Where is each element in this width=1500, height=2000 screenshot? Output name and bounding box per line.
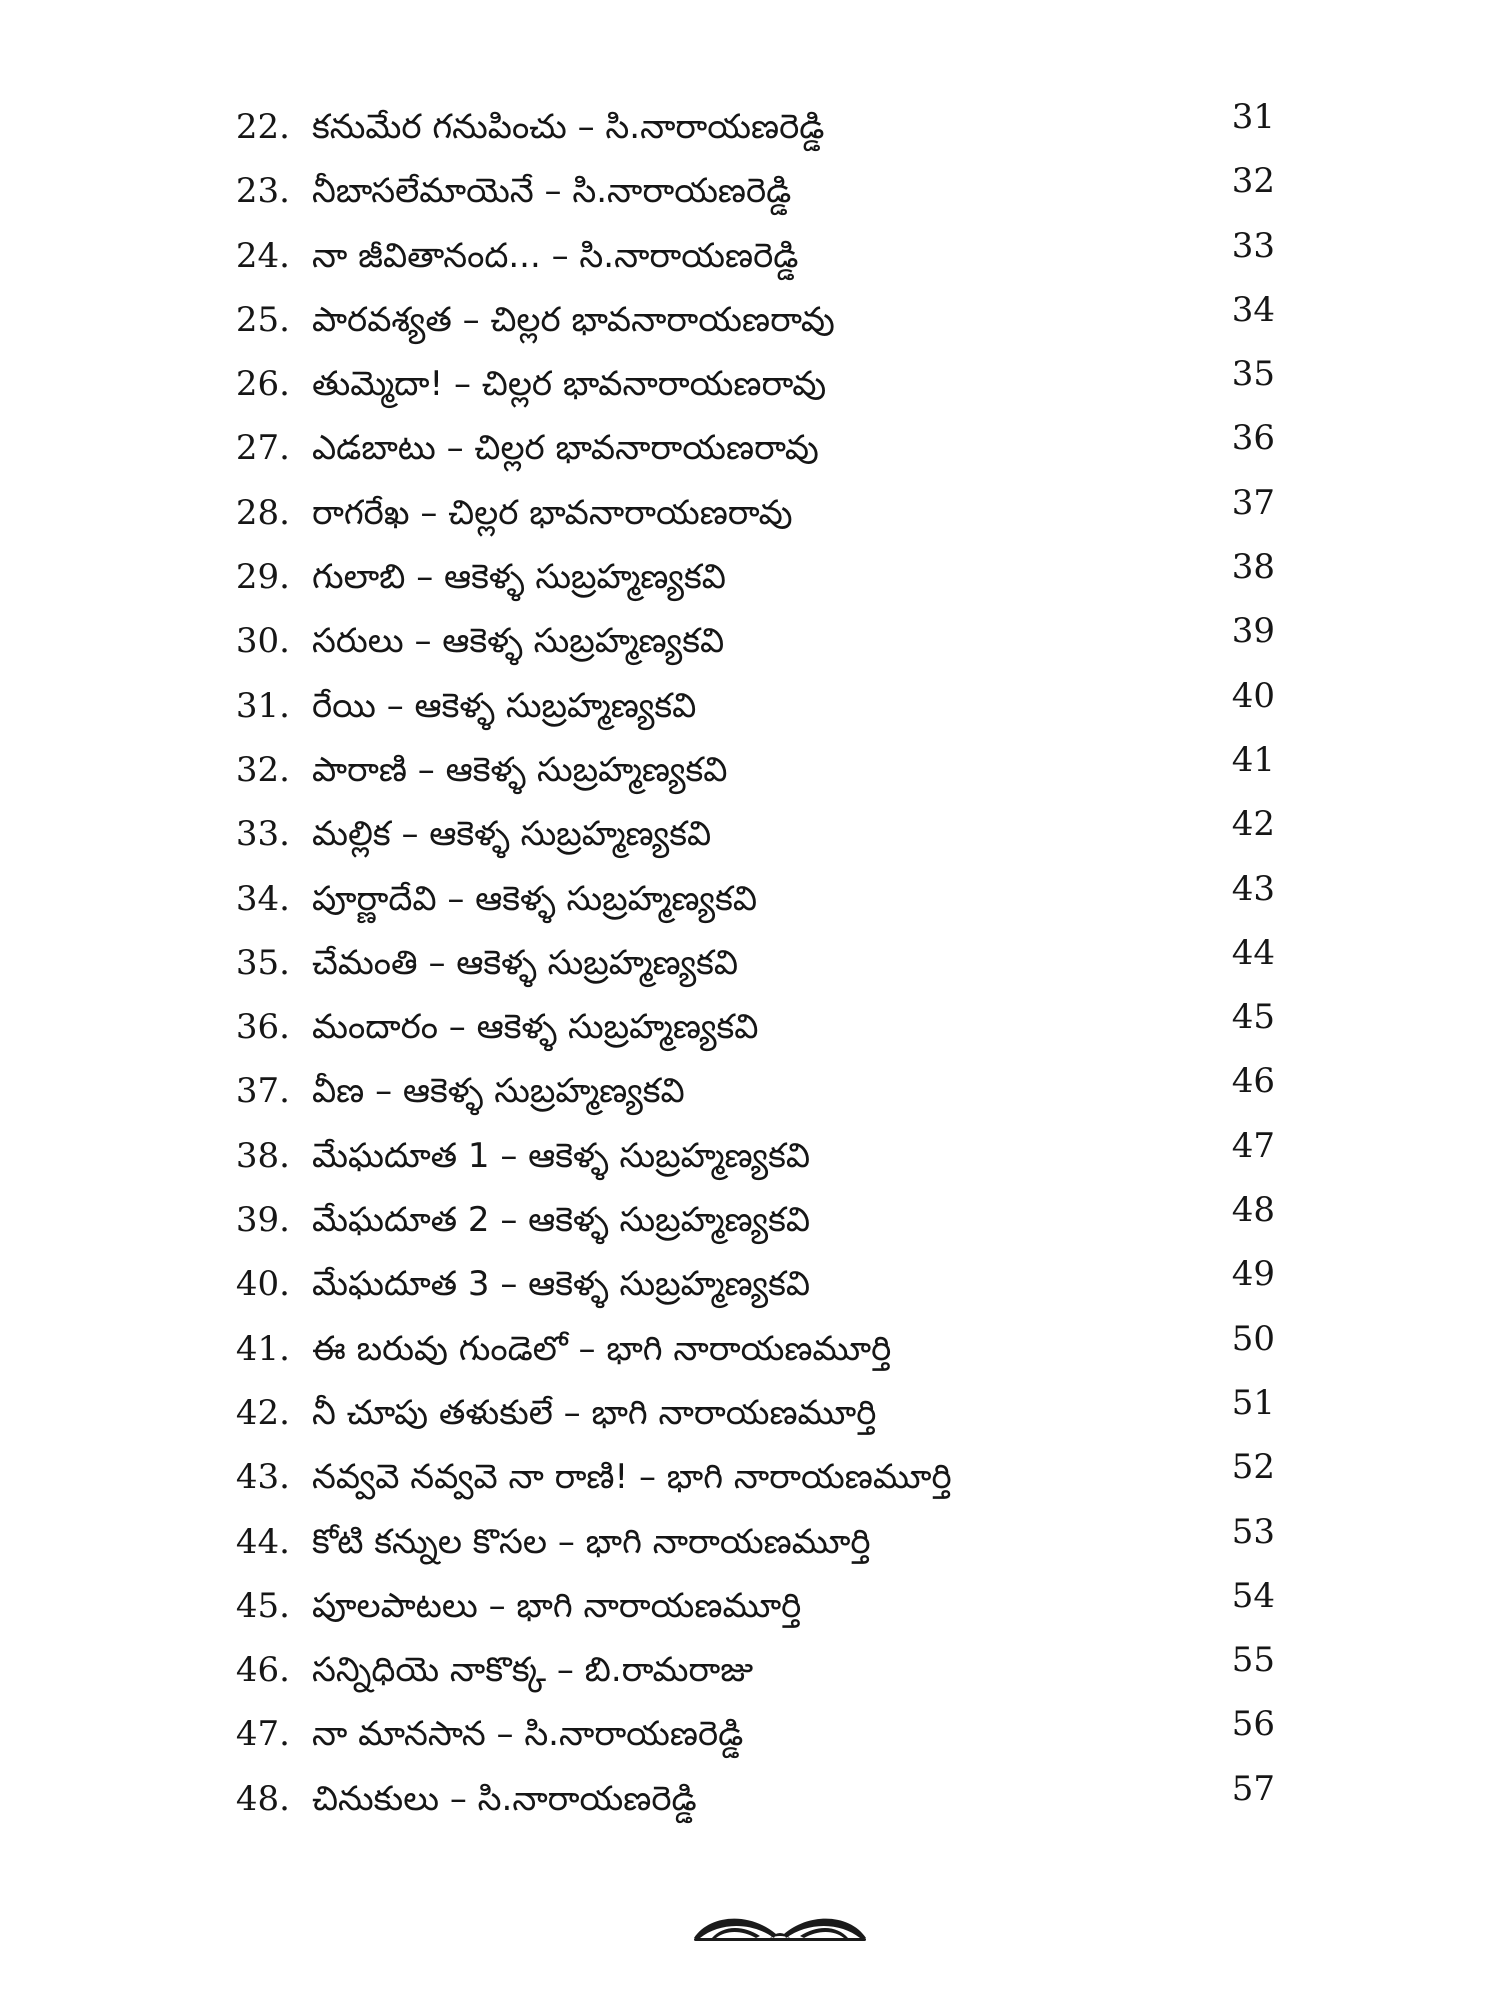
- toc-entry-title: పారవశ్యత – చిల్లర భావనారాయణరావు: [312, 299, 835, 340]
- toc-entry-page-number: 53: [1231, 1511, 1275, 1552]
- toc-entry-page-number: 48: [1231, 1190, 1275, 1231]
- toc-entry-page-number: 37: [1231, 482, 1275, 523]
- toc-entry: [0, 738, 1500, 802]
- toc-entry: [0, 1188, 1500, 1252]
- toc-entry-page-number: 54: [1231, 1575, 1275, 1616]
- toc-entry: [0, 1252, 1500, 1316]
- toc-entry: [0, 609, 1500, 673]
- toc-entry-number: 26.: [235, 364, 290, 405]
- toc-entry-number: 29.: [235, 557, 290, 598]
- toc-entry-number: 44.: [235, 1521, 290, 1562]
- toc-entry-number: 30.: [235, 621, 290, 662]
- toc-entry-page-number: 40: [1231, 675, 1275, 716]
- toc-entry: [0, 802, 1500, 866]
- toc-entry-title: నా మానసాన – సి.నారాయణరెడ్డి: [312, 1714, 744, 1755]
- toc-entry-title: ఈ బరువు గుండెలో – భాగి నారాయణమూర్తి: [312, 1328, 892, 1369]
- toc-entry-number: 45.: [235, 1585, 290, 1626]
- toc-entry-number: 36.: [235, 1007, 290, 1048]
- toc-entry-page-number: 36: [1231, 418, 1275, 459]
- toc-entry: [0, 674, 1500, 738]
- toc-entry-title: చినుకులు – సి.నారాయణరెడ్డి: [312, 1778, 697, 1819]
- toc-entry-title: రేయి – ఆకెళ్ళ సుబ్రహ్మణ్యకవి: [312, 685, 697, 726]
- toc-entry-title: నీ చూపు తళుకులే – భాగి నారాయణమూర్తి: [312, 1392, 877, 1433]
- toc-entry: [0, 1317, 1500, 1381]
- toc-entry-page-number: 32: [1231, 161, 1275, 202]
- toc-entry-page-number: 46: [1231, 1061, 1275, 1102]
- toc-entry-title: కనుమేర గనుపించు – సి.నారాయణరెడ్డి: [312, 107, 825, 147]
- toc-entry-page-number: 42: [1231, 804, 1275, 845]
- toc-entry-page-number: 55: [1231, 1640, 1275, 1681]
- toc-entry: [0, 416, 1500, 480]
- toc-entry-title: మందారం – ఆకెళ్ళ సుబ్రహ్మణ్యకవి: [312, 1007, 759, 1048]
- toc-entry: [0, 931, 1500, 995]
- toc-entry-number: 28.: [235, 492, 290, 533]
- toc-entry: [0, 1510, 1500, 1574]
- toc-entry: [0, 95, 1500, 159]
- toc-entry-page-number: 38: [1231, 547, 1275, 588]
- toc-entry-page-number: 31: [1231, 97, 1275, 137]
- toc-entry: [0, 1574, 1500, 1638]
- toc-entry-number: 37.: [235, 1071, 290, 1112]
- toc-entry-page-number: 45: [1231, 997, 1275, 1038]
- toc-entry-title: తుమ్మెదా! – చిల్లర భావనారాయణరావు: [312, 364, 827, 405]
- toc-entry-number: 35.: [235, 942, 290, 983]
- toc-entry: [0, 1638, 1500, 1702]
- toc-entry-title: వీణ – ఆకెళ్ళ సుబ్రహ్మణ్యకవి: [312, 1071, 685, 1112]
- toc-entry-title: చేమంతి – ఆకెళ్ళ సుబ్రహ్మణ్యకవి: [312, 942, 739, 983]
- toc-entry-page-number: 50: [1231, 1318, 1275, 1359]
- toc-entry-title: గులాబి – ఆకెళ్ళ సుబ్రహ్మణ్యకవి: [312, 557, 726, 598]
- toc-entry: [0, 288, 1500, 352]
- toc-entry-number: 42.: [235, 1392, 290, 1433]
- toc-entry-title: ఎడబాటు – చిల్లర భావనారాయణరావు: [312, 428, 819, 469]
- toc-entry-page-number: 51: [1231, 1382, 1275, 1423]
- toc-entry-number: 32.: [235, 749, 290, 790]
- table-of-contents: [0, 95, 1500, 1831]
- toc-entry-number: 25.: [235, 299, 290, 340]
- toc-entry-page-number: 57: [1231, 1768, 1275, 1809]
- toc-entry-number: 38.: [235, 1135, 290, 1176]
- toc-entry-page-number: 56: [1231, 1704, 1275, 1745]
- toc-entry-page-number: 49: [1231, 1254, 1275, 1295]
- toc-entry-page-number: 39: [1231, 611, 1275, 652]
- toc-entry-number: 43.: [235, 1457, 290, 1498]
- decorative-flourish-icon: [690, 1908, 870, 1948]
- toc-entry: [0, 159, 1500, 223]
- toc-entry-page-number: 47: [1231, 1125, 1275, 1166]
- toc-entry: [0, 352, 1500, 416]
- toc-entry-number: 23.: [235, 171, 290, 212]
- toc-entry-number: 48.: [235, 1778, 290, 1819]
- toc-entry-title: మేఘదూత 3 – ఆకెళ్ళ సుబ్రహ్మణ్యకవి: [312, 1264, 811, 1305]
- toc-entry: [0, 481, 1500, 545]
- toc-entry-number: 41.: [235, 1328, 290, 1369]
- toc-entry-title: సరులు – ఆకెళ్ళ సుబ్రహ్మణ్యకవి: [312, 621, 725, 662]
- toc-entry: [0, 1445, 1500, 1509]
- toc-entry-title: మేఘదూత 1 – ఆకెళ్ళ సుబ్రహ్మణ్యకవి: [312, 1135, 811, 1176]
- toc-entry-title: మేఘదూత 2 – ఆకెళ్ళ సుబ్రహ్మణ్యకవి: [312, 1200, 811, 1241]
- toc-entry: [0, 867, 1500, 931]
- toc-entry-title: నా జీవితానంద... – సి.నారాయణరెడ్డి: [312, 235, 799, 276]
- toc-entry-title: నవ్వవె నవ్వవె నా రాణి! – భాగి నారాయణమూర్తి: [312, 1457, 952, 1498]
- toc-entry-number: 31.: [235, 685, 290, 726]
- toc-entry-page-number: 43: [1231, 868, 1275, 909]
- toc-entry: [0, 1381, 1500, 1445]
- toc-entry-title: సన్నిధియె నాకొక్క – బి.రామరాజు: [312, 1650, 754, 1691]
- toc-entry-title: మల్లిక – ఆకెళ్ళ సుబ్రహ్మణ్యకవి: [312, 814, 712, 855]
- toc-entry: [0, 1702, 1500, 1766]
- toc-entry-title: పారాణి – ఆకెళ్ళ సుబ్రహ్మణ్యకవి: [312, 749, 728, 790]
- toc-entry-number: 27.: [235, 428, 290, 469]
- toc-entry-page-number: 52: [1231, 1447, 1275, 1488]
- toc-entry-number: 40.: [235, 1264, 290, 1305]
- toc-entry-title: రాగరేఖ – చిల్లర భావనారాయణరావు: [312, 492, 793, 533]
- toc-entry-number: 47.: [235, 1714, 290, 1755]
- toc-entry: [0, 1059, 1500, 1123]
- toc-entry-title: నీబాసలేమాయెనే – సి.నారాయణరెడ్డి: [312, 171, 792, 212]
- toc-entry-number: 39.: [235, 1200, 290, 1241]
- toc-entry: [0, 545, 1500, 609]
- toc-entry: [0, 995, 1500, 1059]
- toc-entry: [0, 1767, 1500, 1831]
- toc-entry-number: 46.: [235, 1650, 290, 1691]
- toc-entry: [0, 224, 1500, 288]
- toc-entry-title: పూలపాటలు – భాగి నారాయణమూర్తి: [312, 1585, 802, 1626]
- toc-entry-page-number: 33: [1231, 225, 1275, 266]
- toc-entry-page-number: 44: [1231, 932, 1275, 973]
- toc-entry: [0, 1124, 1500, 1188]
- toc-entry-number: 22.: [235, 107, 290, 147]
- toc-entry-page-number: 35: [1231, 354, 1275, 395]
- toc-entry-title: పూర్ణాదేవి – ఆకెళ్ళ సుబ్రహ్మణ్యకవి: [312, 878, 758, 919]
- toc-entry-page-number: 34: [1231, 289, 1275, 330]
- toc-entry-number: 33.: [235, 814, 290, 855]
- toc-entry-number: 24.: [235, 235, 290, 276]
- toc-entry-title: కోటి కన్నుల కొసల – భాగి నారాయణమూర్తి: [312, 1521, 871, 1562]
- toc-entry-number: 34.: [235, 878, 290, 919]
- toc-entry-page-number: 41: [1231, 739, 1275, 780]
